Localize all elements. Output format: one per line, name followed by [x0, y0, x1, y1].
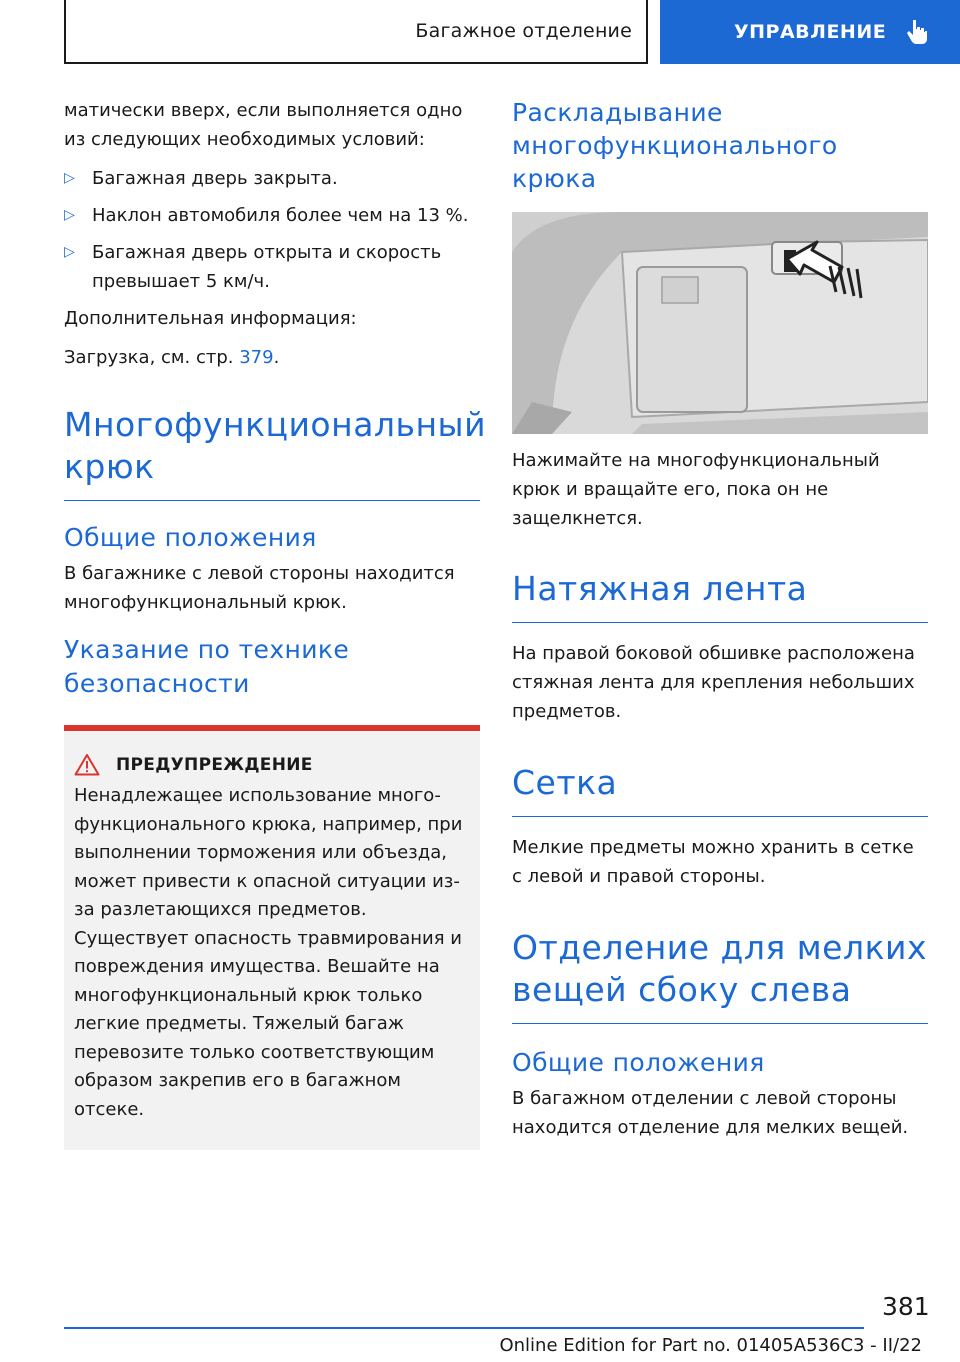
chapter-title: УПРАВЛЕНИЕ: [734, 21, 887, 43]
list-item: [64, 201, 480, 230]
triangle-bullet-icon: ▷: [64, 170, 75, 186]
warning-title: ПРЕДУПРЕЖДЕНИЕ: [116, 754, 313, 775]
heading-net: Сетка: [512, 762, 928, 817]
warning-box: [64, 725, 480, 1150]
fold-instructions: Нажимайте на многофункциональный крюк и вращайте его, пока он не защелкнется.: [512, 450, 880, 529]
trunk-hook-image: [512, 212, 928, 434]
compartment-text: В багажном отделении с левой стороны находится отделение для мелких вещей.: [512, 1088, 909, 1138]
heading-general: Общие положения: [64, 523, 317, 552]
list-item-text: Багажная дверь открыта и скорость превышает 5 км/ч.: [92, 242, 442, 292]
right-column: [512, 96, 928, 1142]
net-text: Мелкие предметы можно хранить в сетке с левой и правой стороны.: [512, 837, 914, 887]
warning-text: Ненадлежащее использование многофункционального крюка, например, при выполнении торможения или объезда, может привести к опасной ситуации из-за разлетающихся предметов. Существует опасность травмирования и повреждения имущества. Вешайте на многофункциональный крюк только легкие предметы. Тяжелый багаж перевозите только соответствующим образом закрепив его в багажном отсеке.: [74, 785, 463, 1120]
intro-text: матически вверх, если выполняется одно из следующих необходимых условий:: [64, 100, 463, 150]
heading-side-compartment: Отделение для мелких вещей сбоку слева: [512, 927, 928, 1024]
footer-edition: Online Edition for Part no. 01405A536C3 - II/22: [499, 1335, 922, 1356]
footer-divider: [64, 1327, 864, 1329]
reference-line: [64, 343, 480, 372]
general-text: В багажнике с левой стороны находится многофункциональный крюк.: [64, 563, 455, 613]
list-item-text: Багажная дверь закрыта.: [92, 168, 338, 189]
triangle-bullet-icon: ▷: [64, 244, 75, 260]
heading-multifunction-hook: Многофункциональный крюк: [64, 404, 480, 501]
reference-text: Загрузка, см. стр.: [64, 347, 240, 368]
more-info-label: Дополнительная информация:: [64, 308, 357, 329]
left-column: [64, 96, 487, 1150]
hand-pointer-icon: [906, 19, 928, 45]
warning-triangle-icon: [74, 753, 100, 776]
page-number: 381: [882, 1292, 930, 1321]
list-item: [64, 238, 480, 296]
heading-safety: Указание по технике безопасности: [64, 635, 350, 698]
heading-general-right: Общие положения: [512, 1048, 765, 1077]
section-header: [64, 0, 648, 64]
heading-fold-hook: Раскладывание многофункционального крюка: [512, 98, 838, 193]
strap-text: На правой боковой обшивке расположена стяжная лента для крепления небольших предметов.: [512, 643, 915, 722]
page-reference-link[interactable]: 379: [239, 347, 274, 368]
list-item: [64, 164, 480, 193]
section-title: Багажное отделение: [415, 20, 632, 42]
chapter-header: [660, 0, 960, 64]
heading-tension-strap: Натяжная лента: [512, 568, 928, 623]
warning-header: [74, 753, 470, 776]
list-item-text: Наклон автомобиля более чем на 13 %.: [92, 205, 469, 226]
reference-end: .: [273, 347, 280, 368]
triangle-bullet-icon: ▷: [64, 207, 75, 223]
